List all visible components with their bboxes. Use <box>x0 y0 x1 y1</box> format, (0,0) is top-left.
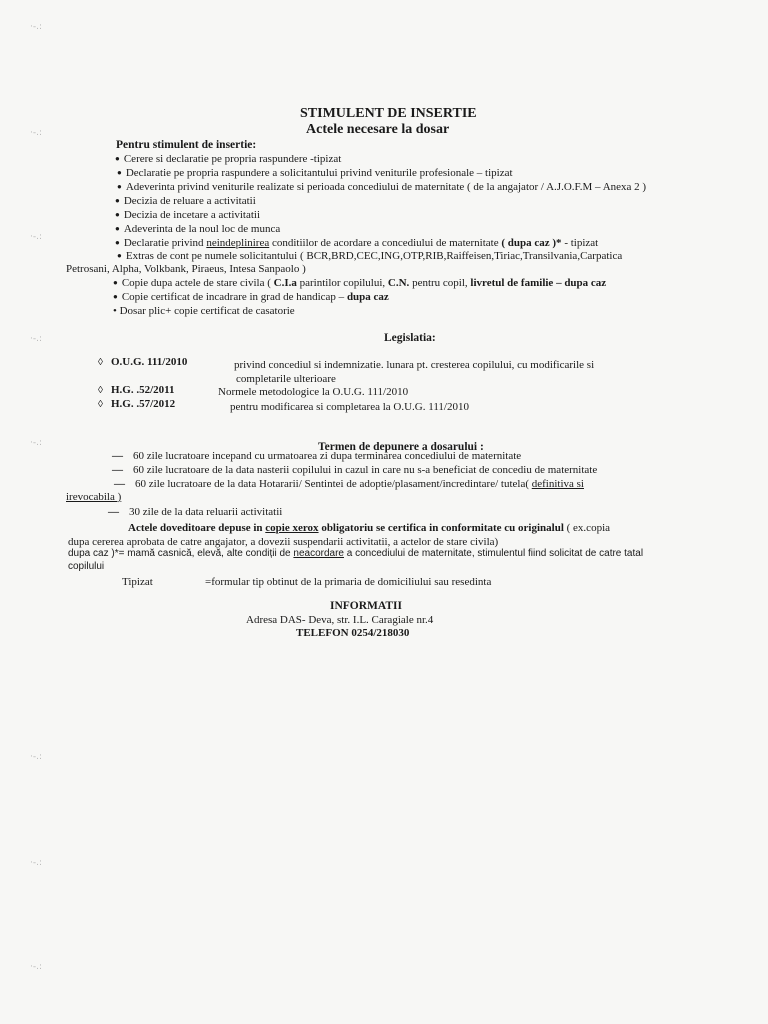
item-text: conditiilor de acordare a concediului de maternitate <box>269 237 502 249</box>
scan-mark: ·‑.: <box>30 752 43 762</box>
note-acte-continuation: dupa cererea aprobata de catre angajator, a dovezii suspendarii activitatii, a actelor de stare civila) <box>68 536 499 548</box>
dash-icon: — <box>112 464 123 476</box>
law-text: Normele metodologice la O.U.G. 111/2010 <box>218 386 409 398</box>
list-item: ● Decizia de reluare a activitatii <box>115 195 256 207</box>
info-phone-text: TELEFON 0254/218030 <box>296 627 410 639</box>
scan-mark: ·‑.: <box>30 232 43 242</box>
list-item <box>113 291 389 303</box>
section-heading: Termen de depunere a dosarului : <box>318 441 484 453</box>
info-heading: INFORMATII <box>330 600 402 612</box>
list-item-continuation: Petrosani, Alpha, Volkbank, Piraeus, Intesa Sanpaolo ) <box>66 263 306 275</box>
diamond-icon: ◊ <box>98 399 103 410</box>
list-item <box>114 478 584 490</box>
note-dupa-caz-continuation: copilului <box>68 561 105 572</box>
note-text-underlined: neacordare <box>293 548 344 559</box>
page-title: STIMULENT DE INSERTIE <box>300 106 477 121</box>
section-heading: Pentru stimulent de insertie: <box>116 139 257 151</box>
scan-mark: ·‑.: <box>30 334 43 344</box>
scan-mark: ·‑.: <box>30 128 43 138</box>
tipizat-text: =formular tip obtinut de la primaria de domiciliului sau resedinta <box>205 576 492 588</box>
note-text-bold: Actele doveditoare depuse in <box>128 522 266 534</box>
note-text-underlined: copie xerox <box>265 522 319 534</box>
item-text: - tipizat <box>561 237 599 249</box>
list-item-continuation: irevocabila ) <box>66 491 122 503</box>
item-text: parintilor copilului, <box>296 277 388 289</box>
law-row <box>98 356 187 368</box>
list-item <box>113 277 606 289</box>
dash-icon: — <box>112 450 123 462</box>
dash-icon: — <box>114 478 125 490</box>
law-text: pentru modificarea si completarea la O.U.G. 111/2010 <box>230 401 469 413</box>
item-text: 60 zile lucratoare de la data nasterii copilului in cazul in care nu s-a beneficiat de concediu de maternitate <box>133 464 598 476</box>
note-dupa-caz <box>68 548 643 559</box>
item-text: pentru copil, <box>409 277 471 289</box>
law-text: completarile ulterioare <box>236 373 336 385</box>
item-text: 60 zile lucratoare incepand cu urmatoarea zi dupa terminarea concediului de maternitate <box>133 450 522 462</box>
law-code: H.G. .52/2011 <box>110 384 175 396</box>
law-row <box>98 384 175 396</box>
list-item <box>112 464 597 476</box>
section-heading: Legislatia: <box>384 332 436 344</box>
tipizat-label: Tipizat <box>122 576 153 588</box>
list-item: • Dosar plic+ copie certificat de casatorie <box>113 305 295 317</box>
item-text-underlined: neindeplinirea <box>206 237 270 249</box>
item-text: Copie certificat de incadrare in grad de handicap – <box>121 291 347 303</box>
item-text-bold: C.I.a <box>273 277 297 289</box>
note-acte <box>128 522 610 534</box>
dash-icon: — <box>108 506 119 518</box>
scan-mark: ·‑.: <box>30 22 43 32</box>
item-text-underlined: definitiva si <box>531 478 584 490</box>
list-item: ● Decizia de incetare a activitatii <box>115 209 260 221</box>
info-address: Adresa DAS- Deva, str. I.L. Caragiale nr.4 <box>246 614 434 626</box>
list-item: ● Extras de cont pe numele solicitantului ( BCR,BRD,CEC,ING,OTP,RIB,Raiffeisen,Tiriac,Transilvania,Carpatica <box>117 250 622 262</box>
scan-mark: ·‑.: <box>30 858 43 868</box>
list-item: ● Adeverinta de la noul loc de munca <box>115 223 280 235</box>
list-item: ● Adeverinta privind veniturile realizate si perioada concediului de maternitate ( de la angajator / A.J.O.F.M – Anexa 2 ) <box>117 181 646 193</box>
item-text: 60 zile lucratoare de la data Hotararii/ Sentintei de adoptie/plasament/incredintare/ tutela( <box>135 478 532 490</box>
item-text-bold: C.N. <box>387 277 410 289</box>
list-item <box>108 506 282 518</box>
law-code: O.U.G. 111/2010 <box>110 356 188 368</box>
note-text-bold: obligatoriu se certifica in conformitate cu originalul <box>318 522 564 534</box>
list-item: ● Cerere si declaratie pe propria raspundere -tipizat <box>115 153 341 165</box>
law-text: privind concediul si indemnizatie. lunara pt. cresterea copilului, cu modificarile si <box>234 359 595 371</box>
page-subtitle: Actele necesare la dosar <box>306 122 450 137</box>
note-text: ( ex.copia <box>563 522 611 534</box>
scan-mark: ·‑.: <box>30 962 43 972</box>
item-text: Copie dupa actele de stare civila ( <box>121 277 274 289</box>
list-item <box>115 237 598 249</box>
note-text: a concediului de maternitate, stimulentul fiind solicitat de catre tatal <box>344 548 644 559</box>
note-text: dupa caz )*= mamă casnică, elevă, alte condiții de <box>68 548 294 559</box>
list-item <box>112 450 521 462</box>
diamond-icon: ◊ <box>98 357 103 368</box>
item-text: 30 zile de la data reluarii activitatii <box>129 506 283 518</box>
diamond-icon: ◊ <box>98 385 103 396</box>
law-code: H.G. .57/2012 <box>110 398 176 410</box>
scan-mark: ·‑.: <box>30 438 43 448</box>
law-row <box>98 398 175 410</box>
item-text: Declaratie privind <box>123 237 207 249</box>
list-item: ● Declaratie pe propria raspundere a solicitantului privind veniturile profesionale – tipizat <box>117 167 513 179</box>
item-text-bold: dupa caz <box>346 291 389 303</box>
item-text-bold: livretul de familie – dupa caz <box>470 277 607 289</box>
item-text-bold: ( dupa caz )* <box>501 237 562 249</box>
info-phone <box>296 627 409 639</box>
